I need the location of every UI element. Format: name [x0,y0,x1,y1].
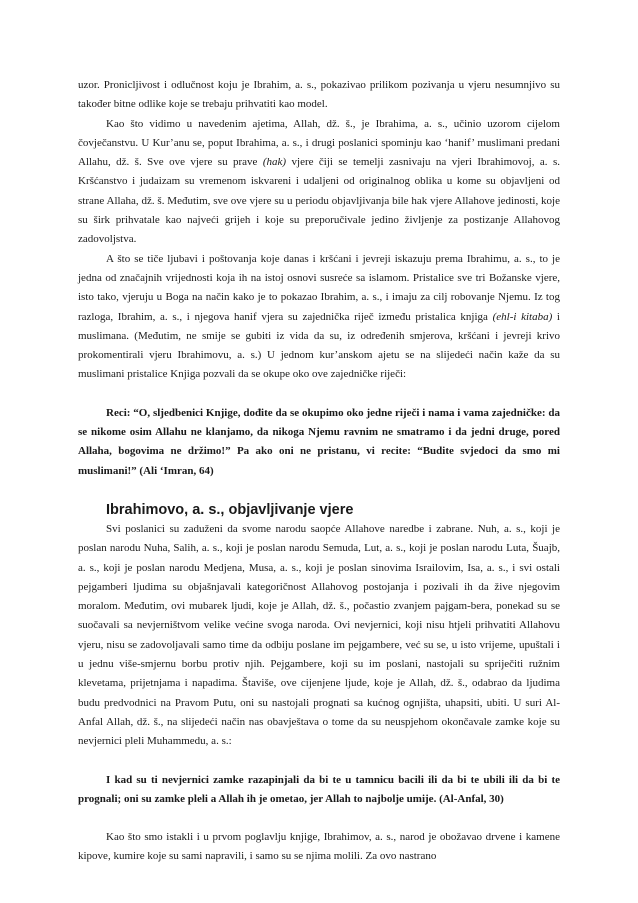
document-page [78,76,560,867]
quote-al-anfal: I kad su ti nevjernici zamke razapinjali da bi te u tamnicu bacili ili da bi te ubili ili da bi te prognali; oni su zamke pleli a Allah ih je ometao, jer Allah to najbolje umije. (Al-Anfal, 30) [78,773,560,805]
section-heading: Ibrahimovo, a. s., objavljivanje vjere [106,501,354,518]
paragraph-2-text-a: Kao što vidimo u navedenim ajetima, Allah, dž. š., je Ibrahima, a. s., učinio uzorom cijelom čovječanstvu. U Kur’anu se, poput Ibrahima, a. s., i drugi poslanici spominju kao ‘hanif’ muslimani predani Allahu, dž. š. Sve ove vjere su prave [78,117,560,169]
paragraph-2-text-b: vjere čiji se temelji zasnivaju na vjeri Ibrahimovoj, a. s. Kršćanstvo i judaizam su vremenom iskvareni i udaljeni od originalnog oblika u kome su objavljeni od strane Allaha, dž. š. Međutim, sve ove vjere su u periodu objavljivanja bile hak vjere Allahove jedinosti, koje su širk prihvatale kao najveći grijeh i koje su preporučivale jedino življenje za postizanje Allahovog zadovoljstva. [78,156,560,246]
paragraph-3-text-b: i muslimana. (Međutim, ne smije se gubiti iz vida da su, iz određenih smjerova, kršćani i jevreji krivo prokomentirali vjeru Ibrahimovu, a. s.) U jednom kur’anskom ajetu se na slijedeći način kaže da su muslimani pristalice Knjiga pozvali da se okupe oko ove zajedničke riječi: [78,310,560,381]
paragraph-2 [78,115,560,250]
paragraph-4: Svi poslanici su zaduženi da svome narodu saopće Allahove naredbe i zabrane. Nuh, a. s., koji je poslan narodu Nuha, Salih, a. s., koji je poslan narodu Semuda, Lut, a. s., koji je poslan narodu Luta, Šuajb, a. s., koji je poslan narodu Medjena, Musa, a. s., koji je poslan sinovima Israilovim, Isa, a. s., i svi ostali pejgamberi ljudima su objašnjavali kategoričnost Allahovog postojanja i pozivali ih da žive njegovim moralom. Međutim, ovi mubarek ljudi, koje je Allah, dž. š., počastio zvanjem pajgam-bera, ponekad su se suočavali sa nevjerništvom velike većine svoga naroda. Ovi nevjernici, koji nisu htjeli prihvatiti Allahovu vjeru, nisu se zadovoljavali samo time da odbiju poslane im pejgambere, već su se, u isto vrijeme, upuštali i u jednu više-smjernu borbu protiv njih. Pejgambere, koji su im poslani, nastojali su spriječiti ružnim klevetama, prijetnjama i napadima. Štaviše, ove cijenjene ljude, koje je Allah, dž. š., odabrao da ljudima budu predvodnici na Pravom Putu, oni su nastojali prognati sa kućnog ognjišta, uhapsiti, ubiti. U suri Al-Anfal Allah, dž. š., na slijedeći način nas obavještava o tome da su neuspjehom okončavale zamke koje su nevjernici pleli Muhammedu, a. s.: [78,522,560,748]
paragraph-3-text-a: A što se tiče ljubavi i poštovanja koje danas i kršćani i jevreji iskazuju prema Ibrahimu, a. s., to je jedna od značajnih vrijednosti koja ih na istoj osnovi susreće sa islamom. Pristalice sve tri Božanske vjere, isto tako, vjeruju u Boga na način kako je to pokazao Ibrahim, a. s., i imaju za cilj robovanje Njemu. Iz tog razloga, Ibrahim, a. s., i njegova hanif vjera su zajednička riječ između pristalica knjiga [78,252,560,323]
quote-ali-imran: Reci: “O, sljedbenici Knjige, dođite da se okupimo oko jedne riječi i nama i vama zajedničke: da se nikome osim Allahu ne klanjamo, da nikoga Njemu ravnim ne smatramo i da jedni druge, pored Allaha, bogovima ne držimo!” Pa ako oni ne pristanu, vi recite: “Budite svjedoci da smo mi muslimani!” (Ali ‘Imran, 64) [78,406,560,477]
paragraph-3 [78,250,560,385]
paragraph-2-emphasis: (hak) [262,156,287,169]
paragraph-3-emphasis: (ehl-i kitaba) [492,310,553,323]
paragraph-1: uzor. Pronicljivost i odlučnost koju je Ibrahim, a. s., pokazivao prilikom pozivanja u vjeru nesumnjivo su također bitne odlike koje se trebaju prihvatiti kao model. [78,79,560,111]
paragraph-5: Kao što smo istakli i u prvom poglavlju knjige, Ibrahimov, a. s., narod je obožavao drvene i kamene kipove, kumire koje su sami napravili, i samo su se njima molili. Za ovo nastrano [78,831,560,863]
